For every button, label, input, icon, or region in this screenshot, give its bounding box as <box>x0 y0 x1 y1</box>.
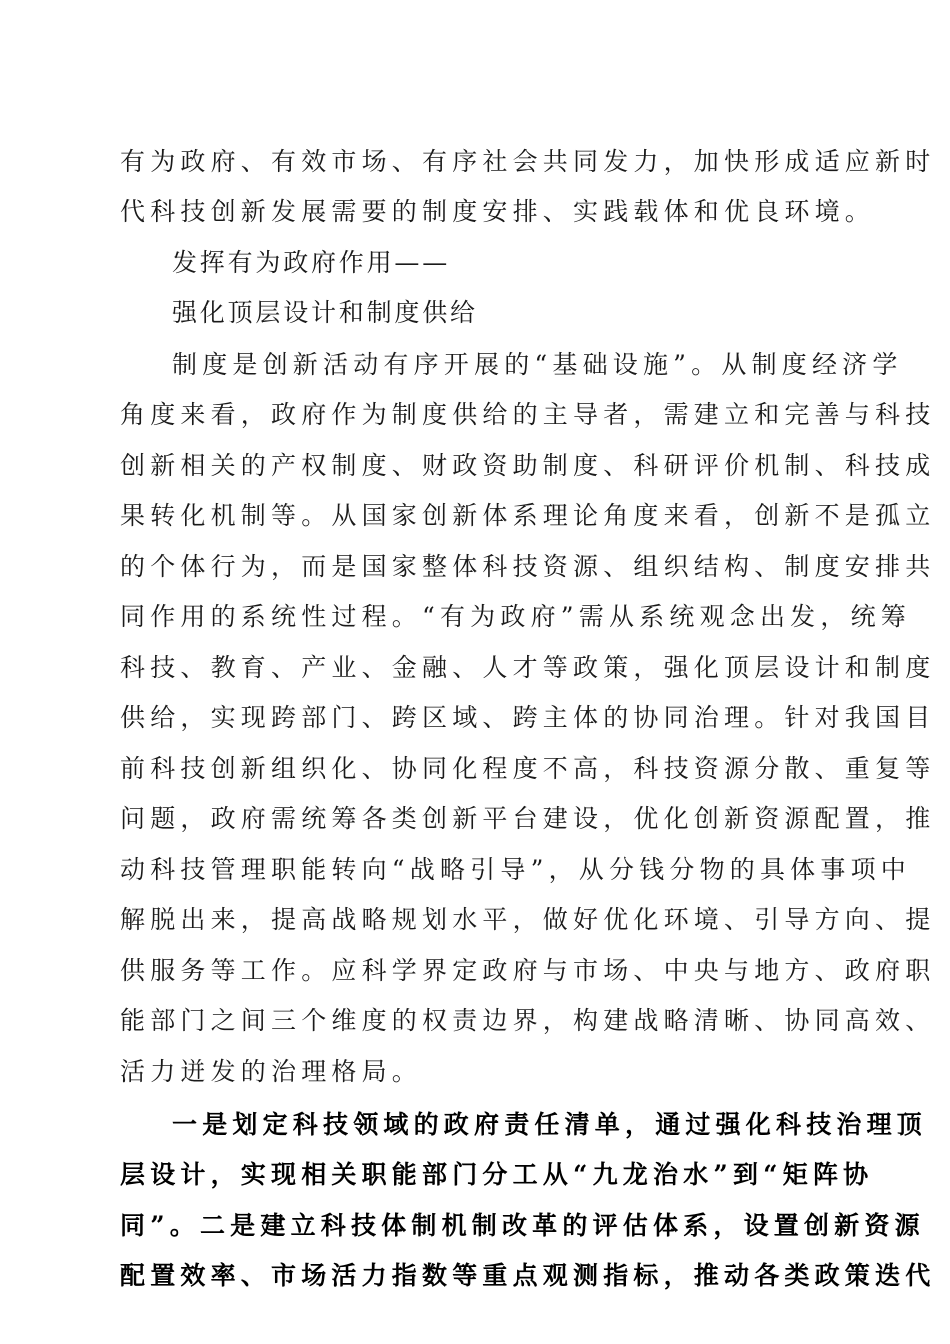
text-line: 代科技创新发展需要的制度安排、实践载体和优良环境。 <box>120 197 876 226</box>
text-line: 果转化机制等。从国家创新体系理论角度来看，创新不是孤立 <box>120 501 936 530</box>
text-line: 同”。二是建立科技体制机制改革的评估体系，设置创新资源 <box>120 1211 925 1240</box>
text-line: 的个体行为，而是国家整体科技资源、组织结构、制度安排共 <box>120 552 936 581</box>
text-line: 活力迸发的治理格局。 <box>120 1057 423 1086</box>
text-line: 解脱出来，提高战略规划水平，做好优化环境、引导方向、提 <box>120 905 936 934</box>
text-line: 能部门之间三个维度的权责边界，构建战略清晰、协同高效、 <box>120 1006 936 1035</box>
text-line: 问题，政府需统筹各类创新平台建设，优化创新资源配置，推 <box>120 804 936 833</box>
text-line: 创新相关的产权制度、财政资助制度、科研评价机制、科技成 <box>120 451 936 480</box>
text-line: 制度是创新活动有序开展的“基础设施”。从制度经济学 <box>172 350 903 379</box>
text-line: 同作用的系统性过程。“有为政府”需从系统观念出发，统筹 <box>120 602 911 631</box>
text-line: 层设计，实现相关职能部门分工从“九龙治水”到“矩阵协 <box>120 1160 874 1189</box>
text-line: 动科技管理职能转向“战略引导”，从分钱分物的具体事项中 <box>120 855 911 884</box>
section-heading: 发挥有为政府作用—— <box>172 248 451 277</box>
text-line: 供服务等工作。应科学界定政府与市场、中央与地方、政府职 <box>120 956 936 985</box>
section-subheading: 强化顶层设计和制度供给 <box>172 298 478 327</box>
text-line: 配置效率、市场活力指数等重点观测指标，推动各类政策迭代 <box>120 1261 936 1290</box>
text-line: 角度来看，政府作为制度供给的主导者，需建立和完善与科技 <box>120 400 936 429</box>
text-line: 前科技创新组织化、协同化程度不高，科技资源分散、重复等 <box>120 754 936 783</box>
text-line: 供给，实现跨部门、跨区域、跨主体的协同治理。针对我国目 <box>120 703 936 732</box>
text-line: 科技、教育、产业、金融、人才等政策，强化顶层设计和制度 <box>120 653 936 682</box>
text-line: 一是划定科技领域的政府责任清单，通过强化科技治理顶 <box>172 1110 928 1139</box>
text-line: 有为政府、有效市场、有序社会共同发力，加快形成适应新时 <box>120 147 936 176</box>
